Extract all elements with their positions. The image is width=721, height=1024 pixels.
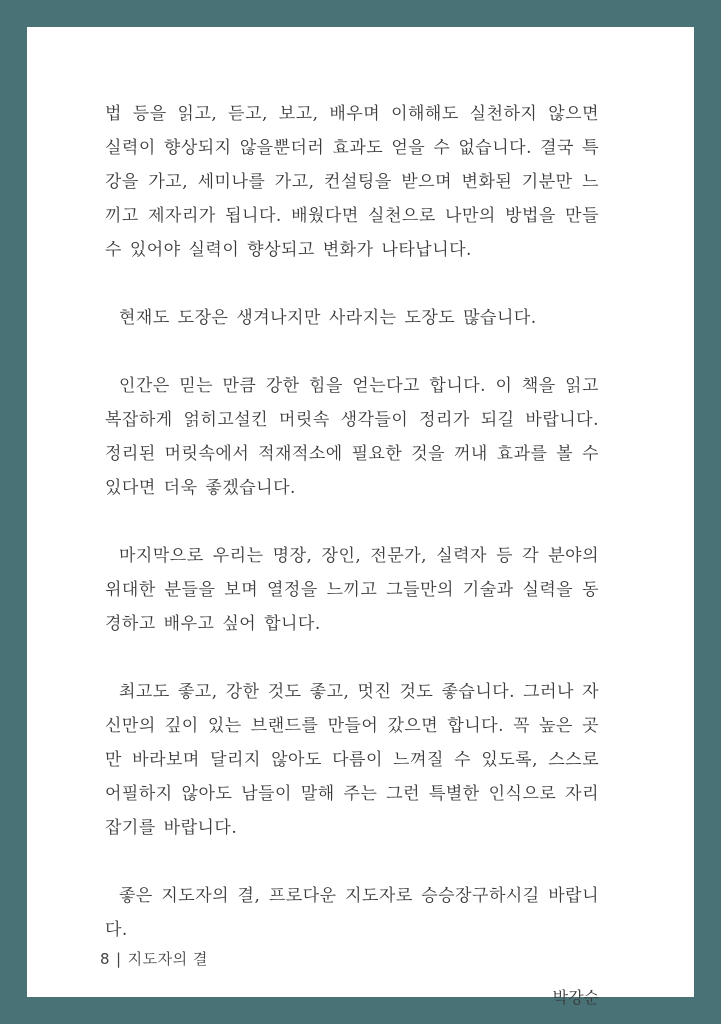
paragraph: 마지막으로 우리는 명장, 장인, 전문가, 실력자 등 각 분야의 위대한 분들을 보며 열정을 느끼고 그들만의 기술과 실력을 동경하고 배우고 싶어 합니다. <box>105 546 599 634</box>
paragraph: 최고도 좋고, 강한 것도 좋고, 멋진 것도 좋습니다. 그러나 자신만의 깊이 있는 브랜드를 만들어 갔으면 합니다. 꼭 높은 곳만 바라보며 달리지 않아도 다름이 느껴질 수 있도록, 스스로 어필하지 않아도 남들이 말해 주는 그런 특별한 인식으로 자리 잡기를 바랍니다. <box>105 682 599 838</box>
book-page <box>27 27 694 1007</box>
paragraph: 법 등을 읽고, 듣고, 보고, 배우며 이해해도 실천하지 않으면 실력이 향상되지 않을뿐더러 효과도 얻을 수 없습니다. 결국 특강을 가고, 세미나를 가고, 컨설팅을 받으며 변화된 기분만 느끼고 제자리가 됩니다. 배웠다면 실천으로 나만의 방법을 만들 수 있어야 실력이 향상되고 변화가 나타납니다. <box>105 104 599 260</box>
page-footer <box>100 948 208 969</box>
paragraph: 좋은 지도자의 결, 프로다운 지도자로 승승장구하시길 바랍니다. <box>105 886 599 940</box>
paragraph: 인간은 믿는 만큼 강한 힘을 얻는다고 합니다. 이 책을 읽고 복잡하게 얽히고설킨 머릿속 생각들이 정리가 되길 바랍니다. 정리된 머릿속에서 적재적소에 필요한 것을 꺼내 효과를 볼 수 있다면 더욱 좋겠습니다. <box>105 376 599 498</box>
paragraph: 현재도 도장은 생겨나지만 사라지는 도장도 많습니다. <box>119 308 537 328</box>
page-number: 8 <box>100 950 111 968</box>
book-title: 지도자의 결 <box>127 950 208 968</box>
author-signature: 박강순 <box>552 988 599 1007</box>
footer-separator: | <box>116 950 122 968</box>
page-body <box>105 97 599 947</box>
